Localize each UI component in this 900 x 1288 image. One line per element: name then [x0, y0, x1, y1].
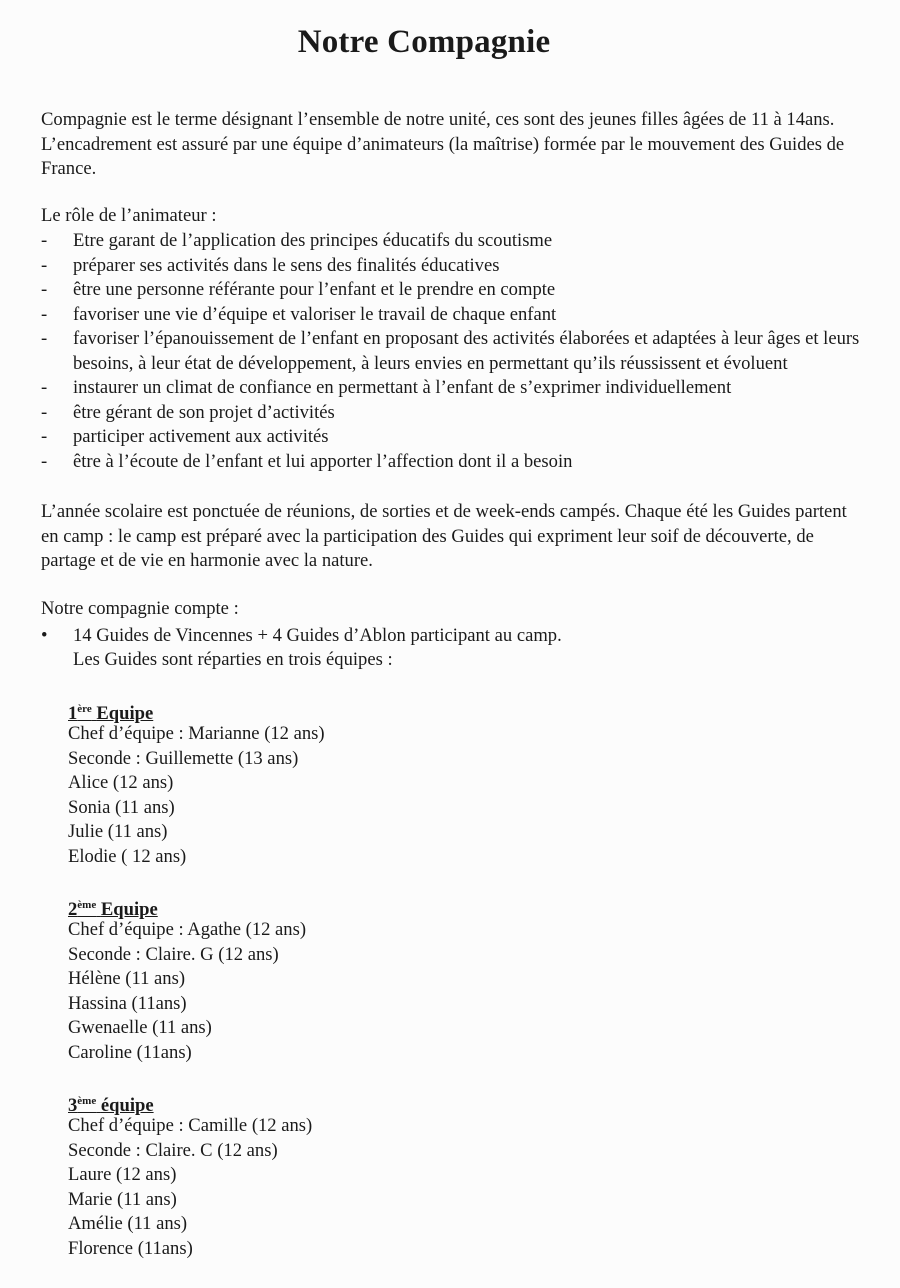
team-label: Equipe: [96, 703, 154, 724]
role-item-text: être une personne référante pour l’enfant et le prendre en compte: [73, 279, 556, 300]
team-section: [68, 892, 568, 1065]
list-item: Seconde : Claire. C (12 ans): [68, 1139, 278, 1161]
list-item: Chef d’équipe : Marianne (12 ans): [68, 723, 325, 744]
list-item: Seconde : Guillemette (13 ans): [68, 747, 299, 769]
team-ordinal-suffix: ème: [77, 1095, 97, 1107]
team-number: 1: [68, 703, 78, 724]
list-item: [41, 303, 861, 328]
role-item-text: participer activement aux activités: [73, 426, 329, 447]
list-item: Florence (11ans): [68, 1237, 193, 1259]
list-item: [41, 376, 861, 401]
role-item-text: instaurer un climat de confiance en permettant à l’enfant de s’exprimer individuellement: [73, 377, 732, 398]
team-number: 3: [68, 1095, 78, 1116]
list-item: Caroline (11ans): [68, 1041, 192, 1063]
list-item: Elodie ( 12 ans): [68, 845, 187, 867]
list-item: Laure (12 ans): [68, 1164, 177, 1185]
role-item-text: être gérant de son projet d’activités: [73, 401, 335, 423]
intro-paragraph: Compagnie est le terme désignant l’ensemble de notre unité, ces sont des jeunes filles âgées de 11 à 14ans. L’encadrement est assuré par une équipe d’animateurs (la maîtrise) formée par le mouvement des Guides de France.: [41, 109, 845, 179]
list-item: Chef d’équipe : Camille (12 ans): [68, 1115, 313, 1136]
dash-marker: -: [41, 254, 48, 276]
team-title: [68, 1088, 568, 1114]
list-item: [41, 229, 861, 254]
role-heading: Le rôle de l’animateur :: [41, 205, 217, 226]
list-item: Chef d’équipe : Agathe (12 ans): [68, 919, 307, 940]
year-paragraph: L’année scolaire est ponctuée de réunions, de sorties et de week-ends campés. Chaque été les Guides partent en camp : le camp est préparé avec la participation des Guides qui expriment leur soif de découverte, de partage et de vie en harmonie avec la nature.: [41, 501, 847, 571]
team-number: 2: [68, 899, 78, 920]
role-item-text: être à l’écoute de l’enfant et lui apporter l’affection dont il a besoin: [73, 450, 573, 472]
dash-marker: -: [41, 377, 48, 398]
list-item: [41, 401, 861, 426]
role-item-text: favoriser une vie d’équipe et valoriser le travail de chaque enfant: [73, 303, 557, 325]
bullet-marker: •: [41, 625, 48, 646]
team-title: [68, 696, 568, 722]
dash-marker: -: [41, 426, 48, 447]
list-item: [41, 327, 861, 376]
list-item: Gwenaelle (11 ans): [68, 1017, 212, 1038]
list-item: [41, 254, 861, 279]
list-item: Julie (11 ans): [68, 821, 168, 842]
team-ordinal-suffix: ème: [77, 899, 97, 911]
team-title: [68, 892, 568, 918]
role-item-text: Etre garant de l’application des principes éducatifs du scoutisme: [73, 230, 553, 251]
role-item-text: favoriser l’épanouissement de l’enfant en proposant des activités élaborées et adaptées à leur âges et leurs besoins, à leur état de développement, à leurs envies en permettant qu’ils réussissent et évoluent: [73, 328, 860, 374]
list-item: Amélie (11 ans): [68, 1213, 188, 1234]
dash-marker: -: [41, 401, 48, 423]
list-item: Hélène (11 ans): [68, 968, 186, 989]
dash-marker: -: [41, 303, 48, 325]
role-list: [41, 229, 861, 474]
list-item: Hassina (11ans): [68, 992, 187, 1014]
dash-marker: -: [41, 328, 48, 349]
list-item: Alice (12 ans): [68, 772, 174, 793]
dash-marker: -: [41, 450, 48, 472]
count-bullet-text: 14 Guides de Vincennes + 4 Guides d’Ablon participant au camp.: [73, 625, 562, 646]
team-ordinal-suffix: ère: [77, 703, 92, 715]
list-item: [41, 450, 861, 475]
list-item: Seconde : Claire. G (12 ans): [68, 943, 279, 965]
count-heading: Notre compagnie compte :: [41, 598, 239, 619]
page-title: Notre Compagnie: [297, 24, 551, 60]
team-label: Equipe: [100, 899, 158, 920]
team-section: [68, 696, 568, 869]
list-item: Marie (11 ans): [68, 1188, 177, 1210]
role-item-text: préparer ses activités dans le sens des finalités éducatives: [73, 254, 500, 276]
dash-marker: -: [41, 279, 48, 300]
list-item: [41, 278, 861, 303]
list-item: [41, 425, 861, 450]
team-section: [68, 1088, 568, 1261]
teams-intro: Les Guides sont réparties en trois équipes :: [73, 649, 393, 670]
dash-marker: -: [41, 230, 48, 251]
list-item: Sonia (11 ans): [68, 796, 175, 818]
team-label: équipe: [100, 1095, 154, 1116]
